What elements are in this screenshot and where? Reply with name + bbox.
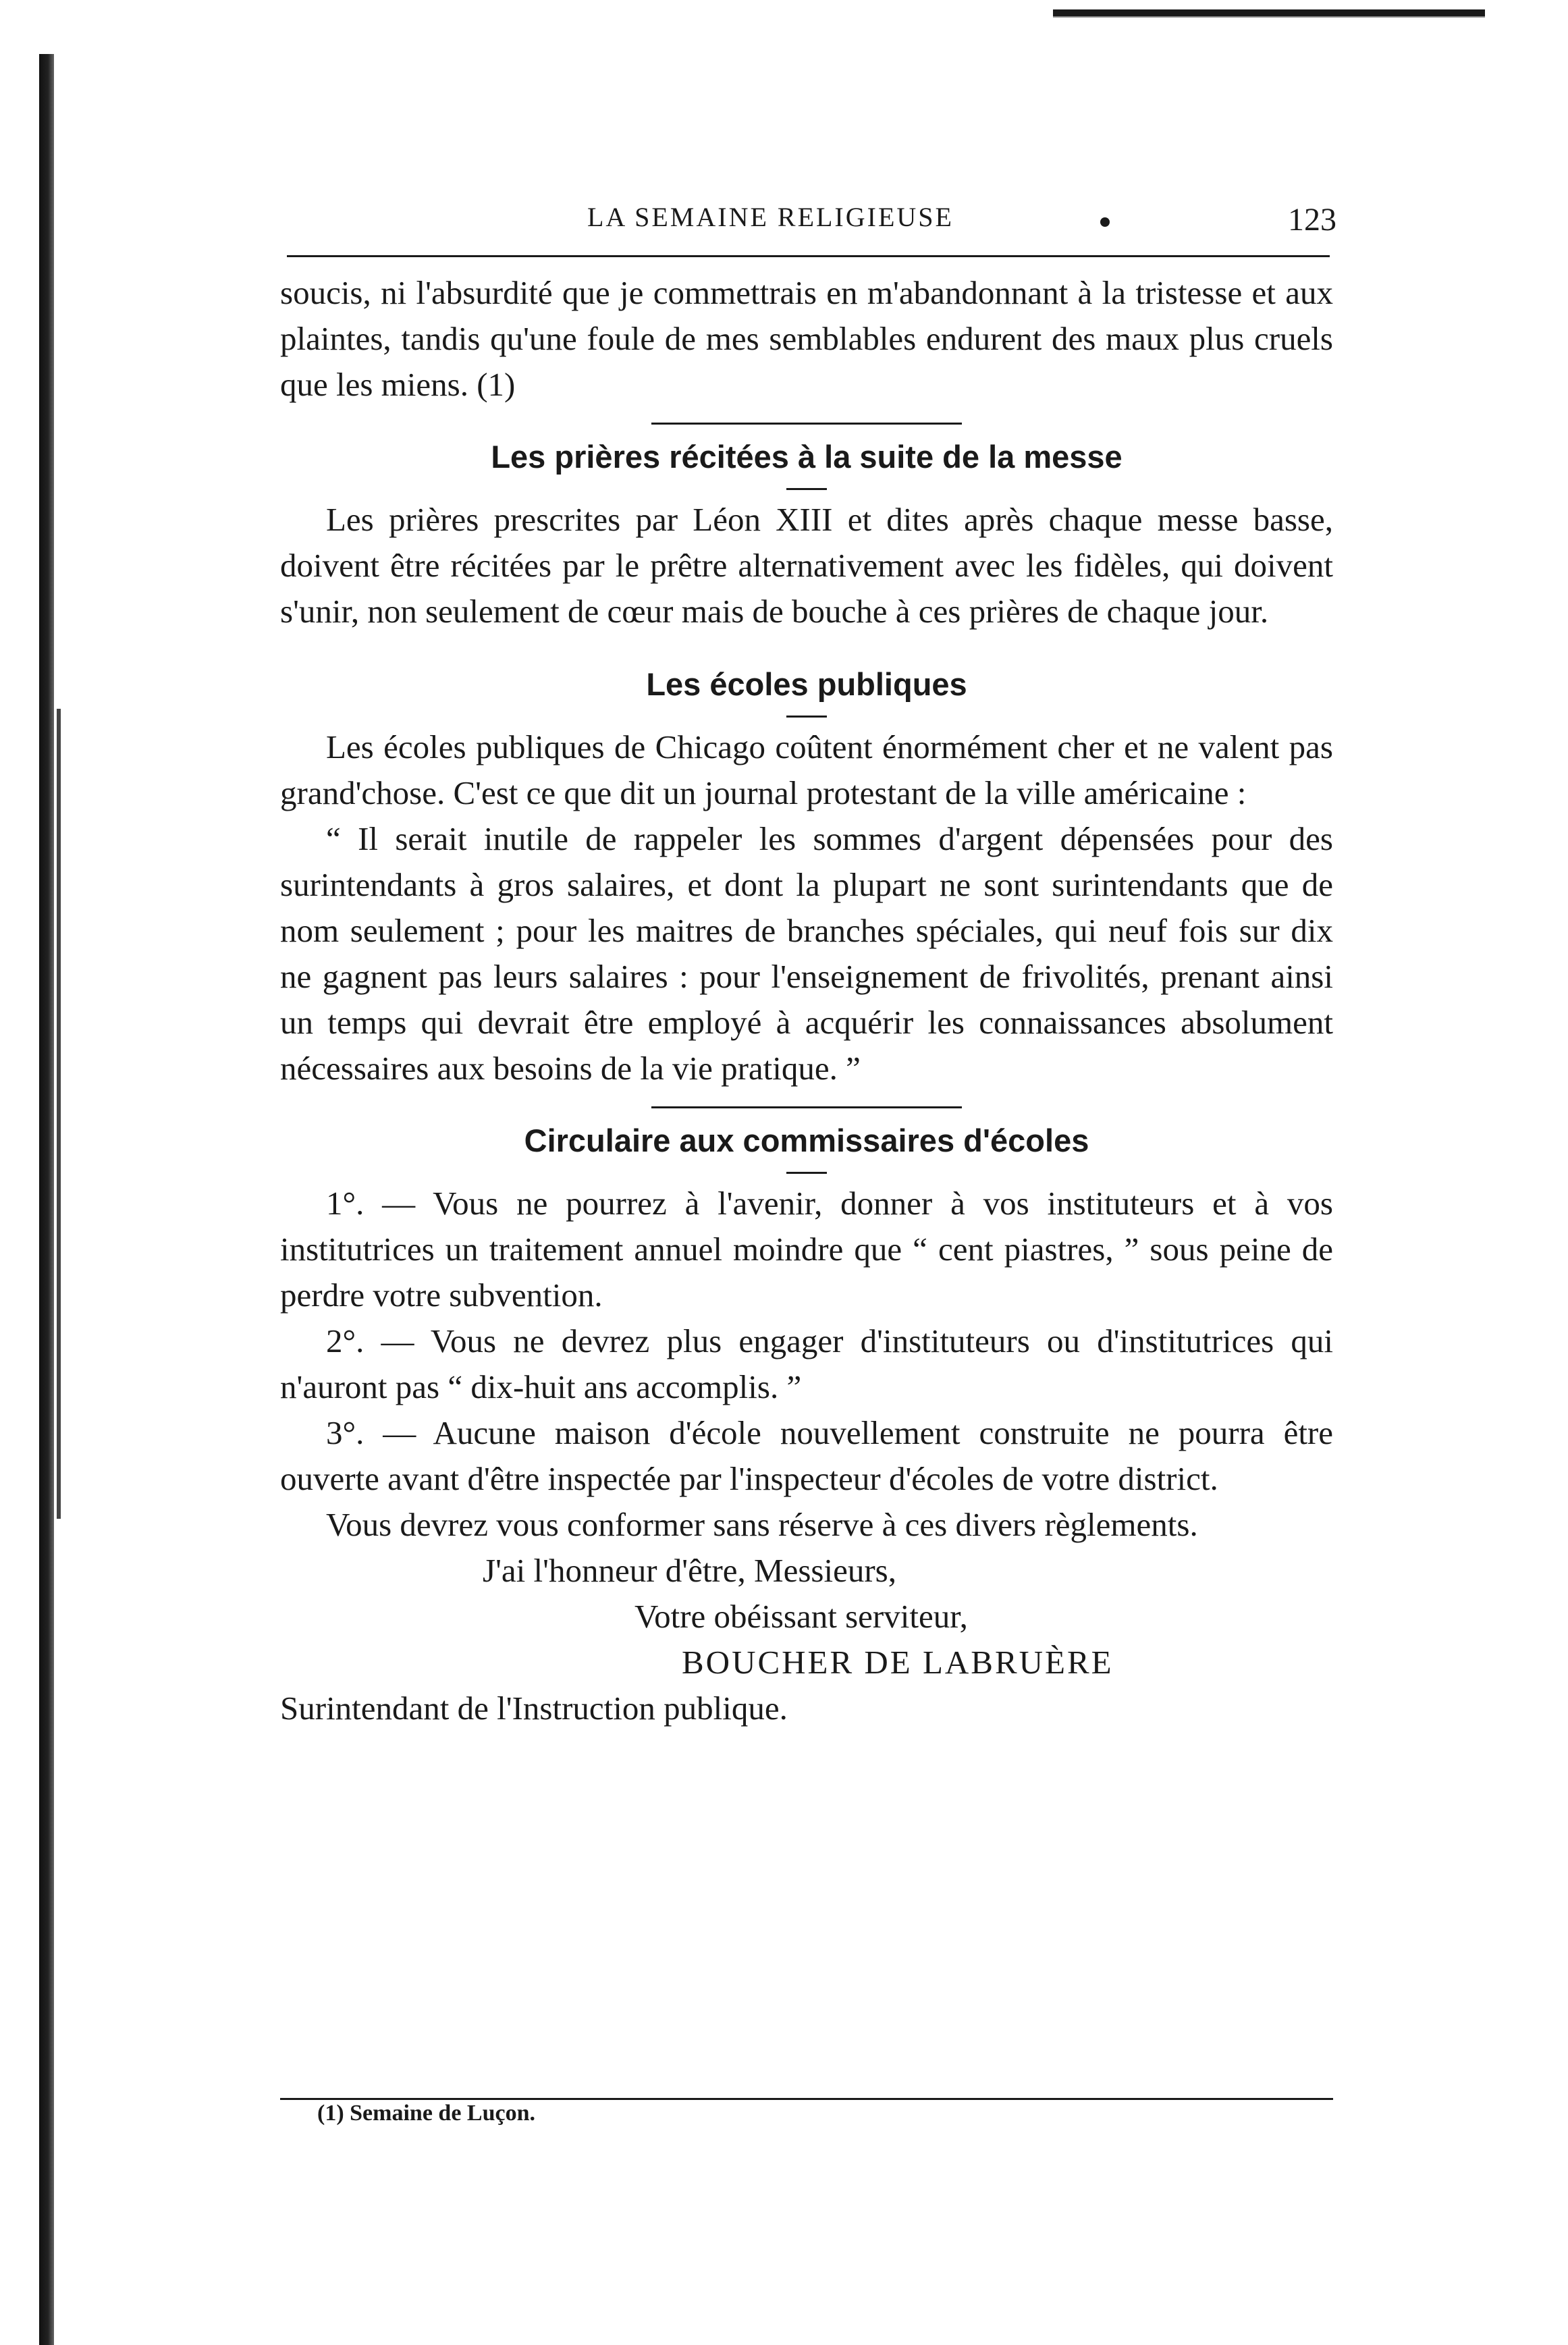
running-head-dot bbox=[1100, 217, 1110, 227]
closing-servant: Votre obéissant serviteur, bbox=[634, 1598, 968, 1635]
circulaire-item-2: 2°. — Vous ne devrez plus engager d'instituteurs ou d'institutrices qui n'auront pas “ dix-huit ans accomplis. ” bbox=[280, 1322, 1333, 1405]
section-divider bbox=[651, 423, 962, 425]
text-column bbox=[280, 270, 1333, 1731]
title-dash bbox=[786, 716, 827, 718]
section-body-prieres: Les prières prescrites par Léon XIII et dites après chaque messe basse, doivent être récitées par le prêtre alternativement avec les fidèles, qui doivent s'unir, non seulement de cœur mais de bouche à ces prières de chaque jour. bbox=[280, 501, 1333, 630]
footnote: (1) Semaine de Luçon. bbox=[317, 2101, 535, 2126]
section-body-ecoles: Les écoles publiques de Chicago coûtent énormément cher et ne valent pas grand'chose. C'est ce que dit un journal protestant de la ville américaine : bbox=[280, 728, 1333, 811]
head-rule bbox=[287, 255, 1330, 257]
section-title-prieres: Les prières récitées à la suite de la messe bbox=[491, 439, 1123, 475]
running-title: LA SEMAINE RELIGIEUSE bbox=[587, 202, 954, 232]
scan-left-edge bbox=[39, 54, 54, 2345]
section-divider bbox=[651, 1106, 962, 1108]
scan-left-edge-shadow bbox=[57, 709, 61, 1519]
footnote-rule bbox=[280, 2098, 1333, 2100]
circulaire-item-3: 3°. — Aucune maison d'école nouvellement construite ne pourra être ouverte avant d'être inspectée par l'inspecteur d'écoles de votre district. bbox=[280, 1414, 1333, 1497]
closing-salutation: J'ai l'honneur d'être, Messieurs, bbox=[483, 1552, 896, 1589]
closing-block bbox=[280, 1548, 1333, 1731]
circulaire-item-1: 1°. — Vous ne pourrez à l'avenir, donner à vos instituteurs et à vos institutrices un traitement annuel moindre que “ cent piastres, ” sous peine de perdre votre subvention. bbox=[280, 1185, 1333, 1314]
section-title-ecoles: Les écoles publiques bbox=[646, 666, 967, 702]
section-quote-ecoles: “ Il serait inutile de rappeler les sommes d'argent dépensées pour des surintendants à gros salaires, et dont la plupart ne sont surintendants que de nom seulement ; pour les maitres de branches spéciales, qui neuf fois sur dix ne gagnent pas leurs salaires : pour l'enseignement de frivolités, prenant ainsi un temps qui devrait être employé à acquérir les connaissances absolument nécessaires aux besoins de la vie pratique. ” bbox=[280, 820, 1333, 1087]
continued-paragraph: soucis, ni l'absurdité que je commettrais en m'abandonnant à la tristesse et aux plaintes, tandis qu'une foule de mes semblables endurent des maux plus cruels que les miens. (1) bbox=[280, 274, 1333, 403]
page-number: 123 bbox=[1288, 202, 1336, 238]
circulaire-conclusion: Vous devrez vous conformer sans réserve à ces divers règlements. bbox=[326, 1506, 1198, 1543]
section-title-circulaire: Circulaire aux commissaires d'écoles bbox=[524, 1123, 1089, 1158]
title-dash bbox=[786, 488, 827, 490]
title-dash bbox=[786, 1172, 827, 1174]
scan-top-edge-line bbox=[1053, 16, 1485, 18]
closing-signature: BOUCHER DE LABRUÈRE bbox=[682, 1644, 1114, 1681]
running-head bbox=[283, 201, 1336, 242]
closing-office: Surintendant de l'Instruction publique. bbox=[280, 1690, 788, 1727]
scan-top-edge bbox=[1053, 9, 1485, 16]
spacer bbox=[280, 635, 1333, 662]
